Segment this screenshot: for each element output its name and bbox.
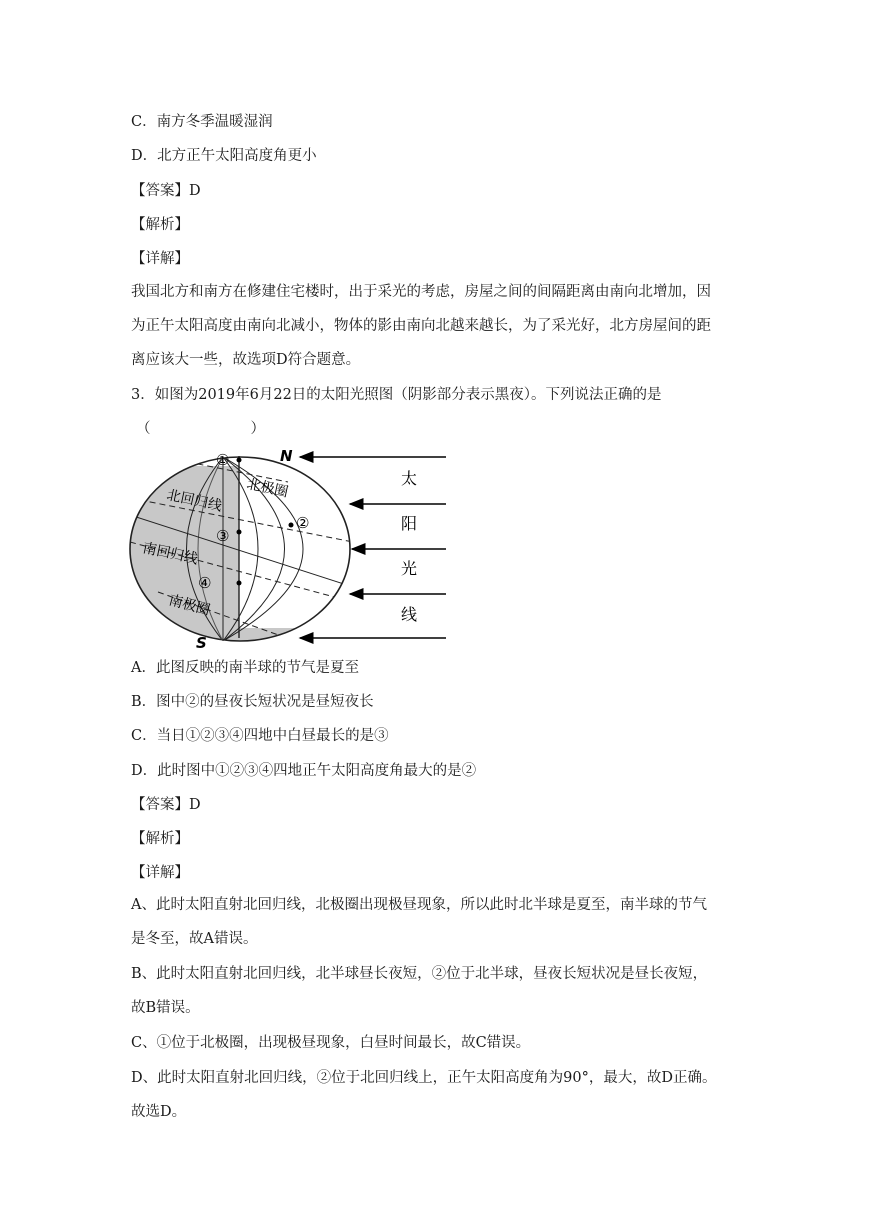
north-pole-label: N <box>280 447 293 465</box>
q2-explanation <box>131 275 749 377</box>
point-marker <box>237 458 242 463</box>
point-1-label: ① <box>216 451 230 469</box>
sunlight-char: 光 <box>401 559 418 578</box>
point-4-label: ④ <box>198 574 212 592</box>
sunlight-char: 线 <box>401 605 418 624</box>
q3-conclusion: 故选D。 <box>131 1104 187 1120</box>
south-pole-label: S <box>196 634 207 652</box>
paren-close: ） <box>250 421 265 437</box>
q2-option-c: C．南方冬季温暖湿润 <box>131 114 273 130</box>
q3-option-b: B．图中②的昼夜长短状况是昼短夜长 <box>131 694 374 710</box>
q3-detail-d: D、此时太阳直射北回归线，②位于北回归线上，正午太阳高度角为90°，最大，故D正确。 <box>131 1070 717 1086</box>
point-3-label: ③ <box>216 527 230 545</box>
q3-detail-label: 【详解】 <box>131 865 189 881</box>
q2-analysis-label: 【解析】 <box>131 217 189 233</box>
q2-explanation-line: 为正午太阳高度由南向北减小，物体的影由南向北越来越长，为了采光好，北方房屋间的距 <box>131 318 711 334</box>
q2-explanation-line: 我国北方和南方在修建住宅楼时，出于采光的考虑，房屋之间的间隔距离由南向北增加，因 <box>131 284 711 300</box>
detail-line: A、此时太阳直射北回归线，北极圈出现极昼现象，所以此时北半球是夏至，南半球的节气 <box>131 897 707 913</box>
point-marker <box>289 523 294 528</box>
q3-analysis-label: 【解析】 <box>131 831 189 847</box>
q2-answer: 【答案】D <box>131 183 201 199</box>
arctic-circle-label: 北极圈 <box>245 476 290 501</box>
q3-detail-a <box>131 888 749 956</box>
q3-answer: 【答案】D <box>131 797 201 813</box>
point-marker <box>237 530 242 535</box>
sun-illumination-diagram <box>128 442 450 652</box>
q2-option-d: D．北方正午太阳高度角更小 <box>131 148 317 164</box>
tropic-cancer-label: 北回归线 <box>165 487 224 515</box>
q3-option-a: A．此图反映的南半球的节气是夏至 <box>131 660 359 676</box>
q3-detail-b <box>131 957 749 1025</box>
q2-explanation-line: 离应该大一些，故选项D符合题意。 <box>131 352 361 368</box>
detail-line: 是冬至，故A错误。 <box>131 931 258 947</box>
q3-option-c: C．当日①②③④四地中白昼最长的是③ <box>131 728 389 744</box>
paren-open: （ <box>136 421 151 437</box>
q3-answer-blank <box>136 419 265 439</box>
sunlight-char: 阳 <box>401 514 418 533</box>
point-2-label: ② <box>296 514 310 532</box>
detail-line: 故B错误。 <box>131 1000 200 1016</box>
sunlight-char: 太 <box>401 469 418 488</box>
q3-option-d: D．此时图中①②③④四地正午太阳高度角最大的是② <box>131 763 477 779</box>
antarctic-circle-label: 南极圈 <box>166 592 212 619</box>
q3-stem: 3．如图为2019年6月22日的太阳光照图（阴影部分表示黑夜）。下列说法正确的是 <box>131 387 662 403</box>
q2-detail-label: 【详解】 <box>131 251 189 267</box>
q3-detail-c: C、①位于北极圈，出现极昼现象，白昼时间最长，故C错误。 <box>131 1035 531 1051</box>
point-marker <box>237 581 242 586</box>
detail-line: B、此时太阳直射北回归线，北半球昼长夜短，②位于北半球，昼夜长短状况是昼长夜短， <box>131 966 708 982</box>
tropic-capricorn-label: 南回归线 <box>141 540 200 568</box>
